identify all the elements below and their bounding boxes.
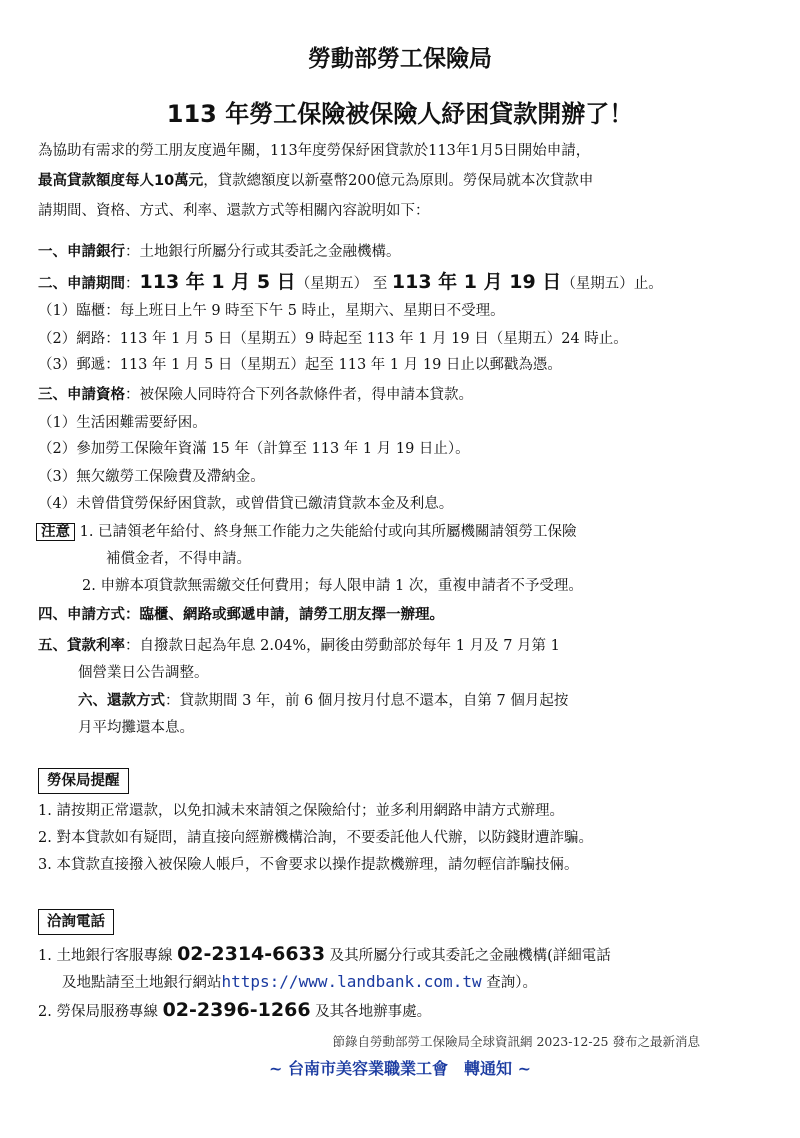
weekday-2: （星期五） <box>561 276 634 292</box>
contact-line-2 <box>62 970 537 995</box>
agency-name: 勞動部勞工保險局 <box>308 46 492 72</box>
page-title: 113 年勞工保險被保險人紓困貸款開辦了！ <box>166 100 634 128</box>
period-end: 止。 <box>633 276 663 292</box>
bli-phone: 02-2396-1266 <box>162 999 311 1021</box>
section-period-heading: 二、申請期間 <box>38 276 125 292</box>
section-repay-cont: 月平均攤還本息。 <box>78 720 194 736</box>
contact-2-text: 及其各地辦事處。 <box>310 1004 432 1020</box>
weekday-1: （星期五） <box>295 276 369 292</box>
section-bank-heading: 一、申請銀行 <box>38 244 125 260</box>
note-2: 2. 申辦本項貸款無需繳交任何費用；每人限申請 1 次，重複申請者不予受理。 <box>82 578 583 594</box>
max-loan-amount: 最高貸款額度每人10萬元 <box>38 173 204 189</box>
section-eligibility <box>38 385 473 405</box>
section-rate-cont: 個營業日公告調整。 <box>78 665 209 681</box>
contact-1-end: 查詢）。 <box>481 975 537 991</box>
intro-line-3: 請期間、資格、方式、利率、還款方式等相關內容說明如下： <box>38 203 430 219</box>
intro-line-1: 為協助有需求的勞工朋友度過年關，113年度勞保紓困貸款於113年1月5日開始申請， <box>38 143 591 159</box>
section-eligibility-text: ：被保險人同時符合下列各款條件者，得申請本貸款。 <box>125 387 473 403</box>
reminder-item: 2. 對本貸款如有疑問，請直接向經辦機構洽詢，不要委託他人代辦，以防錢財遭詐騙。 <box>38 830 593 846</box>
reminder-label: 勞保局提醒 <box>38 768 129 794</box>
period-item: （1）臨櫃：每上班日上午 9 時至下午 5 時止，星期六、星期日不受理。 <box>38 303 505 319</box>
section-repay-heading: 六、還款方式 <box>78 693 165 709</box>
landbank-phone: 02-2314-6633 <box>177 943 326 965</box>
contact-2-label: 2. 勞保局服務專線 <box>38 1004 163 1020</box>
reminder-item: 3. 本貸款直接撥入被保險人帳戶，不會要求以操作提款機辦理，請勿輕信詐騙技倆。 <box>38 857 579 873</box>
period-item: （3）郵遞：113 年 1 月 5 日（星期五）起至 113 年 1 月 19 日止以郵戳為憑。 <box>38 357 562 373</box>
eligibility-item: （2）參加勞工保險年資滿 15 年（計算至 113 年 1 月 19 日止）。 <box>38 441 470 457</box>
contact-1-label: 1. 土地銀行客服專線 <box>38 948 178 964</box>
period-item: （2）網路：113 年 1 月 5 日（星期五）9 時起至 113 年 1 月 19 日（星期五）24 時止。 <box>38 331 628 347</box>
intro-line-2 <box>38 171 593 191</box>
section-rate-text: ：自撥款日起為年息 2.04%，嗣後由勞動部於每年 1 月及 7 月第 1 <box>125 638 560 654</box>
contact-line-3 <box>38 998 431 1024</box>
source-note: 節錄自勞動部勞工保險局全球資訊網 2023-12-25 發布之最新消息 <box>332 1034 700 1049</box>
period-start-date: 113 年 1 月 5 日 <box>139 271 296 293</box>
eligibility-item: （4）未曾借貸勞保紓困貸款，或曾借貸已繳清貸款本金及利息。 <box>38 496 454 512</box>
note-1-cont: 補償金者，不得申請。 <box>106 551 251 567</box>
section-bank <box>38 242 401 262</box>
contact-1-cont: 及地點請至土地銀行網站 <box>62 975 222 991</box>
landbank-url-link[interactable]: https://www.landbank.com.tw <box>221 972 482 991</box>
eligibility-item: （1）生活困難需要紓困。 <box>38 415 207 431</box>
section-method-text: ：臨櫃、網路或郵遞申請，請勞工朋友擇一辦理。 <box>125 607 444 623</box>
section-bank-text: ：土地銀行所屬分行或其委託之金融機構。 <box>125 244 401 260</box>
forward-note: ~ 台南市美容業職業工會 轉通知 ~ <box>269 1059 531 1078</box>
intro-line-2-rest: ，貸款總額度以新臺幣200億元為原則。勞保局就本次貸款申 <box>203 173 594 189</box>
reminder-item: 1. 請按期正常還款，以免扣減未來請領之保險給付；並多利用網路申請方式辦理。 <box>38 803 564 819</box>
colon: ： <box>125 276 140 292</box>
contact-1-text: 及其所屬分行或其委託之金融機構(詳細電話 <box>325 948 611 964</box>
section-method <box>38 605 444 625</box>
to-word: 至 <box>368 276 392 292</box>
section-rate <box>38 636 560 656</box>
section-period <box>38 270 663 296</box>
eligibility-item: （3）無欠繳勞工保險費及滯納金。 <box>38 469 265 485</box>
note-line-1 <box>36 522 577 542</box>
section-repay <box>78 691 568 711</box>
contact-label: 洽詢電話 <box>38 909 114 935</box>
section-method-heading: 四、申請方式 <box>38 607 125 623</box>
note-label: 注意 <box>36 523 75 541</box>
section-eligibility-heading: 三、申請資格 <box>38 387 125 403</box>
period-end-date: 113 年 1 月 19 日 <box>391 271 562 293</box>
contact-line-1 <box>38 942 611 968</box>
section-repay-text: ：貸款期間 3 年，前 6 個月按月付息不還本，自第 7 個月起按 <box>165 693 569 709</box>
note-1: 1. 已請領老年給付、終身無工作能力之失能給付或向其所屬機關請領勞工保險 <box>79 524 577 540</box>
section-rate-heading: 五、貸款利率 <box>38 638 125 654</box>
